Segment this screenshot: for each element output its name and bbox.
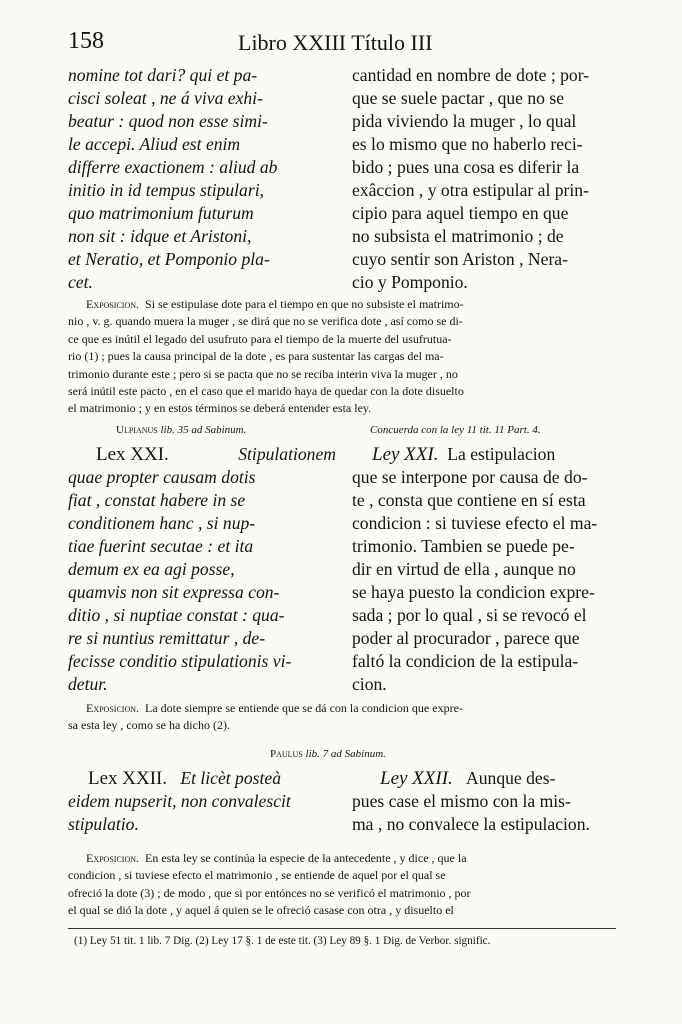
latin-line: Stipulationem [238,444,336,464]
lex-21-latin [68,443,336,696]
spanish-line: dir en virtud de ella , aunque no [352,559,576,579]
latin-line: re si nuntius remittatur , de- [68,628,266,648]
exposicion-text: En esta ley se continúa la especie de la antecedente , y dice , que la [145,851,467,865]
latin-line: cet. [68,272,93,292]
spanish-line: trimonio. Tambien se puede pe- [352,536,575,556]
exposicion-text: ofreció la dote (3) ; de modo , que si por entónces no se verificó el matrimonio , por [68,885,471,900]
exposicion-paragraph [68,850,616,920]
lex-22-latin [68,767,336,836]
latin-line: quae propter causam dotis [68,467,256,487]
spanish-line: es lo mismo que no haberlo reci- [352,134,583,154]
exposicion-text: rio (1) ; pues la causa principal de la dote , es para sustentar las cargas del ma- [68,349,444,364]
exposicion-text: el qual se dió la dote , y aquel á quien se le ofreció casase con otra , y disuelto el [68,903,454,918]
latin-line: conditionem hanc , si nup- [68,513,256,533]
spanish-line: bido ; pues una cosa es diferir la [352,157,580,177]
ley-22-spanish [352,767,614,836]
latin-line: non sit : idque et Aristoni, [68,226,252,246]
spanish-line: te , consta que contiene en sí esta [352,490,586,510]
concordance-citation: Concuerda con la ley 11 tit. 11 Part. 4. [370,424,541,436]
spanish-line: cio y Pomponio. [352,272,468,292]
latin-line: cisci soleat , ne á viva exhi- [68,88,263,108]
exposicion-paragraph [68,296,616,418]
spanish-line: condicion : si tuviese efecto el ma- [352,513,598,533]
latin-line: ditio , si nuptiae constat : qua- [68,605,285,625]
latin-line: eidem nupserit, non convalescit [68,791,291,811]
exposicion-text: nio , v. g. quando muera la muger , se dirá que no se verifica dote , así como se di- [68,314,463,329]
source-citation [270,748,386,760]
spanish-line: que se interpone por causa de do- [352,467,588,487]
spanish-line: cuyo sentir son Ariston , Nera- [352,249,568,269]
latin-line: tiae fuerint secutae : et ita [68,536,254,556]
footnotes: (1) Ley 51 tit. 1 lib. 7 Dig. (2) Ley 17 §. 1 de este tit. (3) Ley 89 §. 1 Dig. de Verbor. signific. [74,935,491,947]
page-header [68,28,616,58]
source-citation [116,424,246,436]
latin-line: fiat , constat habere in se [68,490,246,510]
spanish-line: cion. [352,674,387,694]
citation-author: Paulus [270,748,303,760]
latin-line: beatur : quod non esse simi- [68,111,268,131]
latin-line: et Neratio, et Pomponio pla- [68,249,270,269]
spanish-line: cantidad en nombre de dote ; por- [352,65,590,85]
exposicion-text: ce que es inútil el legado del usufruto para el tiempo de la muerte del usufrutua- [68,331,452,346]
ley-21-spanish [352,443,614,696]
spanish-column-continuation [352,64,614,294]
exposicion-paragraph [68,700,616,735]
latin-line: quo matrimonium futurum [68,203,254,223]
spanish-line: sada ; por lo qual , si se revocó el [352,605,587,625]
spanish-line: que se suele pactar , que no se [352,88,565,108]
exposicion-text: condicion , si tuviese efecto el matrimonio , se entiende de aquel por el qual se [68,868,446,883]
spanish-line: ma , no convalece la estipulacion. [352,814,590,834]
latin-line: le accepi. Aliud est enim [68,134,241,154]
latin-line: demum ex ea agi posse, [68,559,235,579]
exposicion-text: La dote siempre se entiende que se dá con la condicion que expre- [145,701,463,715]
citation-ref: lib. 35 ad Sabinum. [160,424,247,436]
exposicion-text: sa esta ley , como se ha dicho (2). [68,718,230,733]
footnote-divider [68,928,616,929]
exposicion-label: Exposicion. [86,851,140,865]
ley-heading: Ley XXII. [380,768,453,789]
exposicion-label: Exposicion. [86,701,140,715]
exposicion-text: trimonio durante este ; pero si se pacta que no se reciba interin viva la muger , no [68,366,458,381]
latin-line: initio in id tempus stipulari, [68,180,264,200]
citation-author: Ulpianus [116,424,158,436]
spanish-line: cipio para aquel tiempo en que [352,203,569,223]
lex-heading: Lex XXI. [96,444,169,465]
spanish-line: poder al procurador , parece que [352,628,580,648]
latin-line: differre exactionem : aliud ab [68,157,278,177]
exposicion-text: Si se estipulase dote para el tiempo en que no subsiste el matrimo- [145,297,464,311]
latin-line: quamvis non sit expressa con- [68,582,280,602]
latin-line: stipulatio. [68,814,139,834]
latin-line: fecisse conditio stipulationis vi- [68,651,292,671]
spanish-line: Aunque des- [466,768,556,788]
spanish-line: se haya puesto la condicion expre- [352,582,595,602]
spanish-line: pida viviendo la muger , lo qual [352,111,577,131]
ley-heading: Ley XXI. [372,444,439,465]
latin-column-continuation [68,64,336,294]
latin-line: Et licèt posteà [180,768,281,788]
latin-line: detur. [68,674,108,694]
lex-heading: Lex XXII. [88,768,168,789]
spanish-line: La estipulacion [447,444,556,464]
spanish-line: exâccion , y otra estipular al prin- [352,180,589,200]
page-number: 158 [68,28,104,54]
exposicion-label: Exposicion. [86,297,140,311]
running-title: Libro XXIII Título III [238,30,433,55]
spanish-line: no subsista el matrimonio ; de [352,226,564,246]
latin-line: nomine tot dari? qui et pa- [68,65,258,85]
spanish-line: pues case el mismo con la mis- [352,791,571,811]
spanish-line: faltó la condicion de la estipula- [352,651,579,671]
exposicion-text: el matrimonio ; y en estos términos se deberá entender esta ley. [68,401,372,416]
exposicion-text: será inútil este pacto , en el caso que el marido haya de quedar con la dote disuelto [68,384,464,399]
citation-ref: lib. 7 ad Sabinum. [305,748,386,760]
